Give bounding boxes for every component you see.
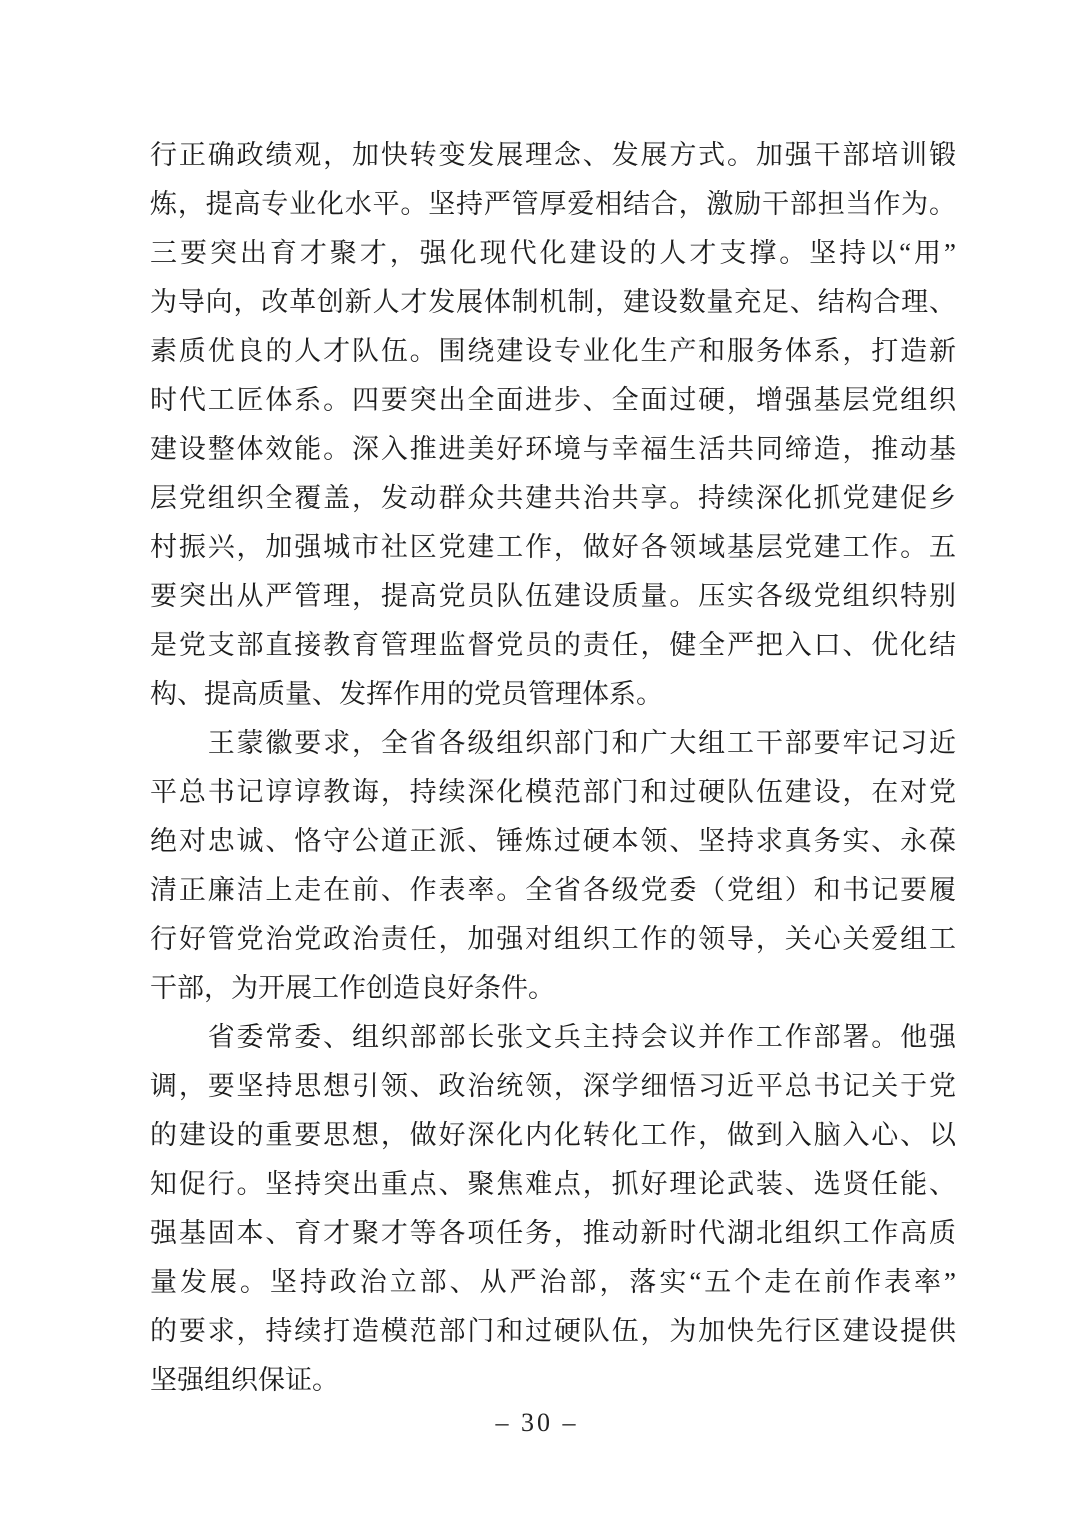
text-line: 强基固本、育才聚才等各项任务，推动新时代湖北组织工作高质 [150, 1218, 956, 1248]
text-line: 清正廉洁上走在前、作表率。全省各级党委（党组）和书记要履 [150, 875, 956, 905]
text-line: 建设整体效能。深入推进美好环境与幸福生活共同缔造，推动基 [150, 434, 956, 464]
text-line: 的建设的重要思想，做好深化内化转化工作，做到入脑入心、以 [150, 1120, 956, 1150]
text-line: 要突出从严管理，提高党员队伍建设质量。压实各级党组织特别 [150, 581, 956, 611]
text-line: 村振兴，加强城市社区党建工作，做好各领域基层党建工作。五 [150, 532, 956, 562]
text-line: 干部，为开展工作创造良好条件。 [150, 973, 555, 1003]
text-line: 行好管党治党政治责任，加强对组织工作的领导，关心关爱组工 [150, 924, 956, 954]
text-line: 调，要坚持思想引领、政治统领，深学细悟习近平总书记关于党 [150, 1071, 956, 1101]
text-line: 知促行。坚持突出重点、聚焦难点，抓好理论武装、选贤任能、 [150, 1169, 956, 1199]
page-number: – 30 – [495, 1408, 579, 1437]
text-line: 三要突出育才聚才，强化现代化建设的人才支撑。坚持以“用” [150, 238, 956, 268]
text-line: 炼，提高专业化水平。坚持严管厚爱相结合，激励干部担当作为。 [150, 189, 956, 219]
paragraph-3 [150, 1013, 956, 1405]
text-line: 构、提高质量、发挥作用的党员管理体系。 [150, 679, 663, 709]
text-line: 行正确政绩观，加快转变发展理念、发展方式。加强干部培训锻 [150, 140, 956, 170]
text-line: 王蒙徽要求，全省各级组织部门和广大组工干部要牢记习近 [150, 728, 956, 758]
text-line: 坚强组织保证。 [150, 1365, 339, 1395]
text-line: 素质优良的人才队伍。围绕建设专业化生产和服务体系，打造新 [150, 336, 956, 366]
text-line: 时代工匠体系。四要突出全面进步、全面过硬，增强基层党组织 [150, 385, 956, 415]
document-body [150, 131, 956, 1405]
text-line: 省委常委、组织部部长张文兵主持会议并作工作部署。他强 [150, 1022, 956, 1052]
text-line: 绝对忠诚、恪守公道正派、锤炼过硬本领、坚持求真务实、永葆 [150, 826, 956, 856]
text-line: 的要求，持续打造模范部门和过硬队伍，为加快先行区建设提供 [150, 1316, 956, 1346]
text-line: 层党组织全覆盖，发动群众共建共治共享。持续深化抓党建促乡 [150, 483, 956, 513]
text-line: 量发展。坚持政治立部、从严治部，落实“五个走在前作表率” [150, 1267, 956, 1297]
paragraph-1 [150, 131, 956, 719]
paragraph-2 [150, 719, 956, 1013]
text-line: 是党支部直接教育管理监督党员的责任，健全严把入口、优化结 [150, 630, 956, 660]
text-line: 为导向，改革创新人才发展体制机制，建设数量充足、结构合理、 [150, 287, 956, 317]
text-line: 平总书记谆谆教诲，持续深化模范部门和过硬队伍建设，在对党 [150, 777, 956, 807]
